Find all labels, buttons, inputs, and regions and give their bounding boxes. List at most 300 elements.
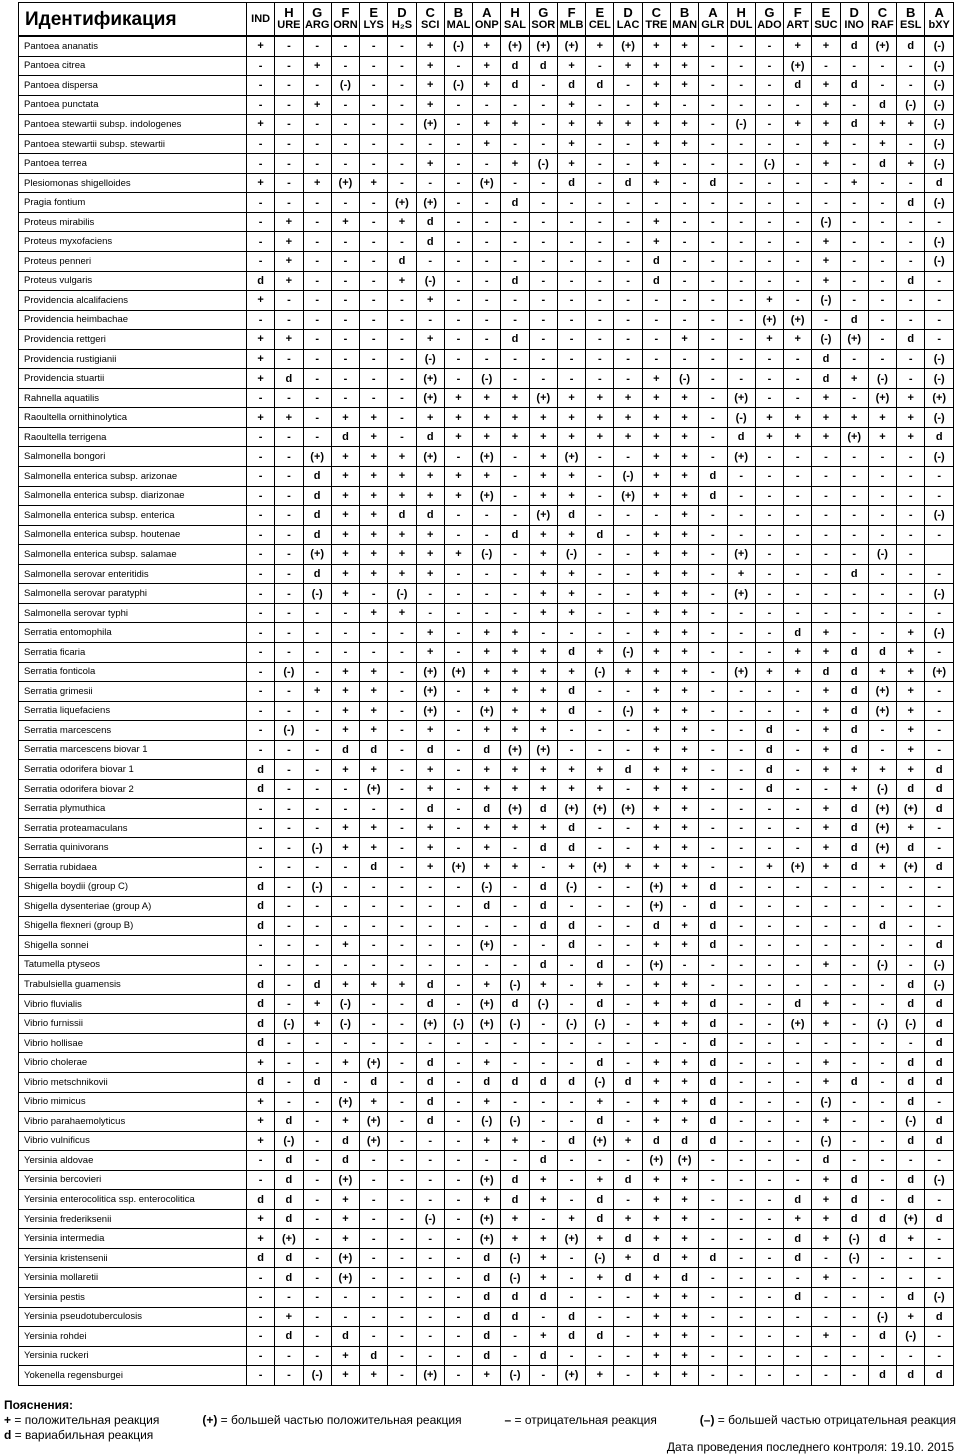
column-code: GLR [701,19,725,31]
reaction-cell: + [642,427,670,447]
reaction-cell: - [699,291,727,311]
reaction-cell: - [473,330,501,350]
reaction-cell: d [416,740,444,760]
reaction-cell: (-) [897,1014,925,1034]
reaction-cell: - [529,134,557,154]
reaction-cell: - [614,271,642,291]
reaction-cell: - [755,975,783,995]
reaction-cell: d [501,1072,529,1092]
reaction-cell: - [727,1327,755,1347]
reaction-cell: - [331,799,359,819]
reaction-cell: - [812,447,840,467]
reaction-cell: - [755,1307,783,1327]
reaction-cell: - [501,545,529,565]
reaction-cell: - [614,603,642,623]
reaction-cell: - [868,486,896,506]
reaction-cell: - [444,193,472,213]
reaction-cell: d [840,76,868,96]
reaction-cell: + [247,1092,275,1112]
reaction-cell: - [727,349,755,369]
reaction-cell: - [840,897,868,917]
reaction-cell: - [925,877,954,897]
reaction-cell: + [812,427,840,447]
reaction-cell: - [868,721,896,741]
reaction-cell: + [784,36,812,56]
reaction-cell: d [529,916,557,936]
reaction-cell: - [388,1209,416,1229]
reaction-cell: d [897,1072,925,1092]
reaction-cell: - [303,779,331,799]
reaction-cell: - [303,721,331,741]
reaction-cell: + [812,838,840,858]
reaction-cell: + [642,134,670,154]
reaction-cell: d [784,1229,812,1249]
reaction-cell: - [840,545,868,565]
reaction-cell: - [755,623,783,643]
reaction-cell: - [444,1072,472,1092]
reaction-cell: - [727,916,755,936]
reaction-cell: - [473,95,501,115]
reaction-cell: - [812,56,840,76]
reaction-cell: + [642,740,670,760]
reaction-cell: d [699,897,727,917]
reaction-cell: (+) [416,701,444,721]
reaction-cell: - [444,1209,472,1229]
reaction-cell: - [360,1268,388,1288]
reaction-cell: d [303,1072,331,1092]
reaction-cell: - [699,779,727,799]
reaction-cell: + [812,818,840,838]
reaction-cell: - [360,134,388,154]
column-header [699,3,727,37]
reaction-cell: - [897,584,925,604]
reaction-cell: - [331,349,359,369]
table-row [19,1366,954,1386]
organism-name: Proteus penneri [19,252,247,272]
reaction-cell: - [897,173,925,193]
reaction-cell: - [275,799,303,819]
reaction-cell: + [897,701,925,721]
reaction-cell: d [501,76,529,96]
reaction-cell: - [840,252,868,272]
reaction-cell: - [840,1033,868,1053]
reaction-cell: (+) [473,1014,501,1034]
reaction-cell: (+) [473,447,501,467]
reaction-cell: - [444,1033,472,1053]
reaction-cell: + [557,760,585,780]
reaction-cell: - [699,154,727,174]
reaction-cell: - [444,173,472,193]
column-position: G [764,5,775,20]
reaction-cell: - [897,525,925,545]
organism-name: Serratia marcescens biovar 1 [19,740,247,760]
reaction-cell: - [331,1288,359,1308]
reaction-cell: - [388,134,416,154]
reaction-cell: d [529,897,557,917]
reaction-cell: - [614,838,642,858]
reaction-cell: - [727,1033,755,1053]
reaction-cell: - [727,877,755,897]
reaction-cell: - [557,310,585,330]
reaction-cell: - [501,897,529,917]
reaction-cell: + [473,1053,501,1073]
reaction-cell: - [727,252,755,272]
column-header [331,3,359,37]
reaction-cell: - [416,1033,444,1053]
reaction-cell: + [473,1131,501,1151]
reaction-cell: d [557,936,585,956]
reaction-cell: d [247,897,275,917]
reaction-cell: (-) [925,154,954,174]
reaction-cell: - [699,369,727,389]
reaction-cell: (-) [897,1327,925,1347]
reaction-cell: (-) [444,76,472,96]
reaction-cell: - [868,1112,896,1132]
reaction-cell: - [473,1151,501,1171]
reaction-cell: - [247,95,275,115]
reaction-cell: - [784,760,812,780]
reaction-cell: (+) [727,447,755,467]
reaction-cell: + [868,134,896,154]
reaction-cell: - [303,1307,331,1327]
reaction-cell: - [925,721,954,741]
reaction-cell: + [331,1366,359,1386]
reaction-cell: d [360,740,388,760]
reaction-cell: - [755,799,783,819]
reaction-cell: - [925,271,954,291]
reaction-cell: - [247,936,275,956]
table-row [19,291,954,311]
reaction-cell: - [699,427,727,447]
reaction-cell: - [755,447,783,467]
reaction-cell: d [416,994,444,1014]
table-row [19,467,954,487]
reaction-cell: - [303,1092,331,1112]
reaction-cell: - [557,330,585,350]
column-position: D [397,5,407,20]
reaction-cell: d [416,1112,444,1132]
organism-name: Providencia stuartii [19,369,247,389]
reaction-cell: d [275,1248,303,1268]
reaction-cell: - [784,193,812,213]
reaction-cell: - [303,291,331,311]
reaction-cell: - [586,603,614,623]
reaction-cell: + [670,701,698,721]
reaction-cell: - [699,1151,727,1171]
reaction-cell: + [784,662,812,682]
reaction-cell: - [586,271,614,291]
reaction-cell: d [925,1033,954,1053]
reaction-cell: - [868,1248,896,1268]
reaction-cell: - [444,740,472,760]
reaction-cell: - [784,1346,812,1366]
table-row [19,252,954,272]
reaction-cell: - [416,1346,444,1366]
organism-name: Salmonella enterica subsp. salamae [19,545,247,565]
reaction-cell: + [331,447,359,467]
reaction-cell: - [727,1072,755,1092]
reaction-cell: - [557,1053,585,1073]
reaction-cell: (+) [529,36,557,56]
reaction-cell: d [897,1190,925,1210]
reaction-cell: + [670,1307,698,1327]
reaction-cell: (-) [275,1131,303,1151]
reaction-cell: (+) [868,388,896,408]
reaction-cell: - [868,740,896,760]
column-code: CEL [588,19,611,31]
reaction-cell: d [473,897,501,917]
reaction-cell: - [388,662,416,682]
reaction-cell: - [755,76,783,96]
reaction-cell: - [925,1346,954,1366]
reaction-cell: - [501,936,529,956]
reaction-cell: - [727,525,755,545]
reaction-cell: - [727,1307,755,1327]
reaction-cell: - [416,877,444,897]
reaction-cell: - [247,838,275,858]
reaction-cell: + [897,662,925,682]
reaction-cell: d [897,838,925,858]
reaction-cell: d [557,642,585,662]
reaction-cell: - [586,349,614,369]
table-row [19,1288,954,1308]
organism-name: Trabulsiella guamensis [19,975,247,995]
reaction-cell: - [868,271,896,291]
reaction-cell: d [840,799,868,819]
reaction-cell: d [755,760,783,780]
reaction-cell: - [784,1112,812,1132]
reaction-cell: - [331,134,359,154]
reaction-cell: - [670,95,698,115]
reaction-cell: (+) [557,1229,585,1249]
reaction-cell: - [727,1170,755,1190]
reaction-cell: - [275,740,303,760]
reaction-cell: - [868,447,896,467]
reaction-cell: - [812,193,840,213]
reaction-cell: - [727,212,755,232]
reaction-cell: - [755,682,783,702]
organism-name: Salmonella enterica subsp. arizonae [19,467,247,487]
reaction-cell: + [416,721,444,741]
reaction-cell: - [868,1131,896,1151]
reaction-cell: - [840,1366,868,1386]
reaction-cell: + [557,154,585,174]
reaction-cell: + [247,173,275,193]
reaction-cell: + [473,1190,501,1210]
reaction-cell: + [812,994,840,1014]
organism-name: Providencia heimbachae [19,310,247,330]
legend-items [4,1413,956,1428]
reaction-cell: (-) [925,955,954,975]
reaction-cell: d [416,232,444,252]
reaction-cell: - [501,603,529,623]
reaction-cell: - [812,467,840,487]
column-header [586,3,614,37]
reaction-cell: - [614,1053,642,1073]
reaction-cell: + [642,701,670,721]
reaction-cell: + [812,701,840,721]
reaction-cell: - [586,1346,614,1366]
reaction-cell: - [360,1209,388,1229]
reaction-cell: d [416,212,444,232]
reaction-cell: (+) [275,1229,303,1249]
reaction-cell: + [331,818,359,838]
reaction-cell: + [360,408,388,428]
reaction-cell: - [699,388,727,408]
reaction-cell: d [501,1307,529,1327]
reaction-cell: - [812,564,840,584]
reaction-cell: - [388,877,416,897]
reaction-cell: + [670,1112,698,1132]
reaction-cell: - [755,955,783,975]
reaction-cell: + [812,857,840,877]
reaction-cell: + [529,564,557,584]
reaction-cell: + [501,115,529,135]
reaction-cell: + [670,564,698,584]
reaction-cell: d [699,1092,727,1112]
reaction-cell: - [840,623,868,643]
reaction-cell: + [247,408,275,428]
reaction-cell: - [699,193,727,213]
reaction-cell: - [501,1033,529,1053]
reaction-cell: + [444,467,472,487]
reaction-cell: - [868,1151,896,1171]
reaction-cell: d [501,193,529,213]
reaction-cell: + [670,1014,698,1034]
reaction-cell: - [868,232,896,252]
reaction-cell: - [529,1014,557,1034]
organism-name: Vibrio cholerae [19,1053,247,1073]
reaction-cell: - [360,252,388,272]
reaction-cell: - [444,955,472,975]
reaction-cell: - [388,760,416,780]
reaction-cell: + [812,36,840,56]
reaction-cell: - [331,95,359,115]
reaction-cell: + [586,1170,614,1190]
reaction-cell: + [670,1327,698,1347]
reaction-cell: (-) [303,877,331,897]
reaction-cell: + [473,779,501,799]
reaction-cell: - [501,486,529,506]
reaction-cell: + [812,1190,840,1210]
reaction-cell: - [784,584,812,604]
reaction-cell: d [416,1092,444,1112]
reaction-cell: + [331,662,359,682]
column-header [897,3,925,37]
column-code: MAL [446,19,471,31]
reaction-cell: + [642,760,670,780]
reaction-cell: - [501,310,529,330]
reaction-cell: - [247,584,275,604]
reaction-cell: - [416,1190,444,1210]
reaction-cell: + [529,779,557,799]
reaction-cell: + [812,271,840,291]
table-row [19,1327,954,1347]
reaction-cell: - [557,1248,585,1268]
reaction-cell: - [331,115,359,135]
reaction-cell: + [501,1229,529,1249]
reaction-cell: - [784,1072,812,1092]
reaction-cell: + [812,1268,840,1288]
reaction-cell: d [925,1112,954,1132]
reaction-cell: - [727,994,755,1014]
reaction-cell: + [275,232,303,252]
reaction-cell: + [670,740,698,760]
reaction-cell: + [331,838,359,858]
reaction-cell: - [727,193,755,213]
reaction-cell: d [360,1072,388,1092]
reaction-cell: - [812,584,840,604]
reaction-cell: - [840,975,868,995]
column-header [840,3,868,37]
reaction-cell: + [473,388,501,408]
reaction-cell: d [868,154,896,174]
reaction-cell: - [868,1092,896,1112]
reaction-cell: (+) [416,682,444,702]
legend-heading: Пояснения: [4,1398,74,1412]
reaction-cell: - [557,740,585,760]
column-header [303,3,331,37]
reaction-cell: d [247,1033,275,1053]
reaction-cell: + [501,427,529,447]
reaction-cell: - [388,701,416,721]
reaction-cell: + [642,662,670,682]
reaction-cell: + [388,975,416,995]
reaction-cell: - [388,1327,416,1347]
reaction-cell: + [642,1072,670,1092]
reaction-cell: - [303,623,331,643]
reaction-cell: - [586,252,614,272]
reaction-cell: + [897,623,925,643]
reaction-cell: - [868,564,896,584]
reaction-cell: + [501,642,529,662]
reaction-cell: + [388,564,416,584]
reaction-cell: - [416,310,444,330]
reaction-cell: + [529,1248,557,1268]
reaction-cell: - [699,1327,727,1347]
reaction-cell: d [840,1209,868,1229]
reaction-cell: - [444,1288,472,1308]
reaction-cell: - [501,291,529,311]
table-row [19,310,954,330]
reaction-cell: (-) [501,1112,529,1132]
reaction-cell: + [331,701,359,721]
reaction-cell: - [444,232,472,252]
reaction-cell: + [557,662,585,682]
reaction-cell: + [670,427,698,447]
reaction-cell: (+) [840,427,868,447]
reaction-cell: (+) [473,1209,501,1229]
reaction-cell: + [586,408,614,428]
reaction-cell: d [557,1131,585,1151]
reaction-cell: + [529,447,557,467]
reaction-cell: - [925,603,954,623]
reaction-cell: - [755,349,783,369]
reaction-cell: d [586,955,614,975]
reaction-cell: d [388,506,416,526]
reaction-cell: - [925,525,954,545]
reaction-cell: + [642,1327,670,1347]
reaction-cell: + [642,545,670,565]
reaction-cell: - [275,1288,303,1308]
reaction-cell: + [360,447,388,467]
reaction-cell: (+) [360,1112,388,1132]
reaction-cell: - [840,936,868,956]
reaction-cell: - [388,1014,416,1034]
reaction-cell: + [670,642,698,662]
reaction-cell: - [388,330,416,350]
reaction-cell: + [897,760,925,780]
